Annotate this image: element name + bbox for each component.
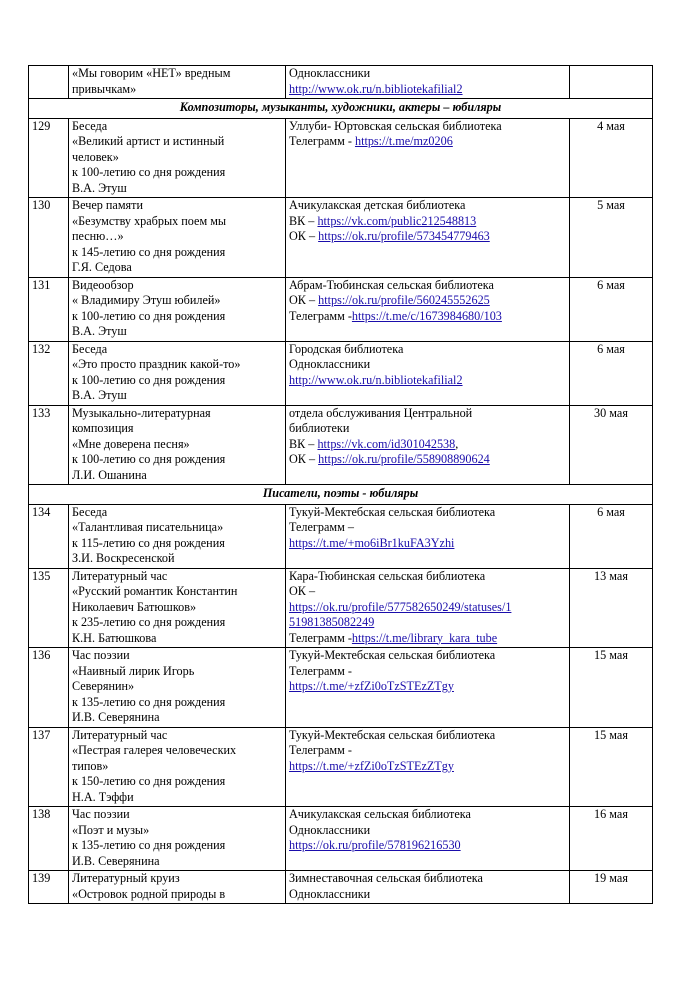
event-text-line: Литературный круиз — [72, 871, 180, 885]
venue-link[interactable]: http://www.ok.ru/n.bibliotekafilial2 — [289, 81, 463, 96]
venue-link[interactable]: https://t.me/library_kara_tube — [351, 630, 498, 645]
event-text-line: «Мы говорим «НЕТ» вредным — [72, 66, 231, 80]
venue-link[interactable]: https://ok.ru/profile/577582650249/statuses/1 — [289, 599, 512, 614]
row-number: 133 — [29, 405, 69, 485]
event-text-line: к 100-летию со дня рождения — [72, 308, 226, 323]
event-text-line: Час поэзии — [72, 807, 130, 821]
event-text-line: к 145-летию со дня рождения — [72, 244, 226, 259]
date-cell: 6 мая — [570, 341, 653, 405]
venue-line — [289, 82, 566, 98]
event-cell — [69, 341, 286, 405]
event-text-line: Северянин» — [72, 679, 135, 693]
venue-line — [289, 505, 566, 521]
venue-text: Ачикулакская детская библиотека — [289, 198, 466, 212]
venue-line — [289, 743, 566, 759]
venue-link[interactable]: https://ok.ru/profile/578196216530 — [289, 838, 461, 852]
event-text-line: «Безумству храбрых поем мы — [72, 213, 227, 228]
event-cell — [69, 568, 286, 648]
event-text-line: В.А. Этуш — [72, 388, 127, 402]
row-number: 137 — [29, 727, 69, 807]
event-text-line: привычкам» — [72, 81, 137, 96]
venue-text: Одноклассники — [289, 822, 371, 837]
event-text-line: Музыкально-литературная — [72, 405, 211, 420]
event-text-line: песню…» — [72, 229, 124, 243]
table-row — [29, 871, 653, 904]
event-cell — [69, 727, 286, 807]
venue-cell — [286, 871, 570, 904]
event-text-line: Николаевич Батюшков» — [72, 599, 197, 614]
table-row — [29, 341, 653, 405]
venue-line — [289, 631, 566, 647]
event-text-line: В.А. Этуш — [72, 180, 127, 195]
venue-line — [289, 615, 566, 631]
event-text-line: к 235-летию со дня рождения — [72, 615, 226, 629]
venue-text: ОК – — [289, 452, 319, 466]
venue-link[interactable]: https://t.me/mz0206 — [354, 134, 453, 148]
row-number: 131 — [29, 277, 69, 341]
venue-link[interactable]: https://ok.ru/profile/560245552625 — [318, 293, 490, 307]
section-title: Композиторы, музыканты, художники, актеры – юбиляры — [29, 99, 653, 119]
venue-link[interactable]: https://t.me/+mo6iBr1kuFA3Yzhi — [289, 535, 455, 550]
event-cell — [69, 871, 286, 904]
venue-text: Телеграмм - — [289, 743, 352, 757]
venue-line — [289, 838, 566, 854]
venue-line — [289, 569, 566, 585]
venue-cell — [286, 807, 570, 871]
venue-line — [289, 584, 566, 600]
venue-text: ВК – — [289, 213, 318, 228]
event-cell — [69, 504, 286, 568]
venue-link[interactable]: https://vk.com/public212548813 — [317, 213, 477, 228]
venue-line — [289, 309, 566, 325]
date-cell: 6 мая — [570, 277, 653, 341]
table-row — [29, 118, 653, 198]
date-cell: 15 мая — [570, 727, 653, 807]
event-text-line: «Мне доверена песня» — [72, 436, 190, 451]
table-row — [29, 648, 653, 728]
venue-cell — [286, 568, 570, 648]
date-cell: 4 мая — [570, 118, 653, 198]
event-text-line: «Наивный лирик Игорь — [72, 663, 195, 678]
venue-text: отдела обслуживания Центральной — [289, 405, 473, 420]
event-text-line: к 100-летию со дня рождения — [72, 165, 226, 179]
event-text-line: к 115-летию со дня рождения — [72, 535, 225, 550]
event-text-line: И.В. Северянина — [72, 710, 160, 724]
table-row — [29, 727, 653, 807]
venue-line — [289, 679, 566, 695]
venue-link[interactable]: https://vk.com/id301042538 — [317, 436, 456, 451]
section-header-row — [29, 99, 653, 119]
date-cell: 6 мая — [570, 504, 653, 568]
venue-text: Зимнеставочная сельская библиотека — [289, 871, 483, 885]
event-text-line: «Поэт и музы» — [72, 822, 150, 837]
section-title: Писатели, поэты - юбиляры — [29, 485, 653, 505]
venue-text: Телеграмм - — [289, 630, 352, 645]
event-text-line: Г.Я. Седова — [72, 260, 132, 274]
venue-line — [289, 278, 566, 294]
venue-cell — [286, 341, 570, 405]
venue-line — [289, 293, 566, 309]
venue-line — [289, 119, 566, 135]
venue-text: Телеграмм - — [289, 308, 352, 323]
event-text-line: к 100-летию со дня рождения — [72, 372, 226, 387]
event-text-line: «Талантливая писательница» — [72, 520, 224, 534]
event-text-line: Л.И. Ошанина — [72, 467, 147, 482]
event-text-line: В.А. Этуш — [72, 324, 127, 338]
event-text-line: типов» — [72, 758, 109, 773]
row-number: 138 — [29, 807, 69, 871]
events-table — [28, 65, 653, 904]
table-row — [29, 198, 653, 278]
venue-line — [289, 406, 566, 422]
event-cell — [69, 405, 286, 485]
venue-text: библиотеки — [289, 421, 350, 435]
event-text-line: к 135-летию со дня рождения — [72, 694, 226, 709]
venue-line — [289, 823, 566, 839]
venue-line — [289, 887, 566, 903]
venue-line — [289, 357, 566, 373]
event-text-line: человек» — [72, 149, 119, 164]
venue-cell — [286, 118, 570, 198]
row-number: 135 — [29, 568, 69, 648]
event-text-line: Видеообзор — [72, 277, 134, 292]
event-cell — [69, 66, 286, 99]
venue-line — [289, 134, 566, 150]
venue-text: Ачикулакская сельская библиотека — [289, 807, 471, 821]
venue-text: Телеграмм - — [289, 663, 352, 678]
venue-line — [289, 214, 566, 230]
event-text-line: к 135-летию со дня рождения — [72, 838, 226, 852]
event-cell — [69, 807, 286, 871]
event-text-line: композиция — [72, 421, 134, 435]
event-text-line: Час поэзии — [72, 648, 130, 662]
table-row — [29, 405, 653, 485]
event-text-line: « Владимиру Этуш юбилей» — [72, 293, 221, 307]
event-text-line: «Островок родной природы в — [72, 886, 226, 901]
date-cell — [570, 66, 653, 99]
venue-text: ОК – — [289, 229, 319, 243]
event-cell — [69, 118, 286, 198]
table-row — [29, 504, 653, 568]
venue-link[interactable]: https://ok.ru/profile/573454779463 — [318, 229, 490, 243]
date-cell: 19 мая — [570, 871, 653, 904]
venue-link[interactable]: https://t.me/+zfZi0oTzSTEzZTgy — [289, 758, 454, 773]
venue-cell — [286, 277, 570, 341]
row-number: 130 — [29, 198, 69, 278]
event-text-line: К.Н. Батюшкова — [72, 630, 157, 645]
table-row — [29, 277, 653, 341]
date-cell: 15 мая — [570, 648, 653, 728]
venue-text: Тукуй-Мектебская сельская библиотека — [289, 727, 496, 742]
row-number: 129 — [29, 118, 69, 198]
event-text-line: Беседа — [72, 118, 108, 133]
venue-line — [289, 229, 566, 245]
venue-text: Абрам-Тюбинская сельская библиотека — [289, 277, 494, 292]
row-number: 136 — [29, 648, 69, 728]
venue-line — [289, 66, 566, 82]
venue-cell — [286, 405, 570, 485]
venue-text: Городская библиотека — [289, 341, 404, 356]
row-number: 139 — [29, 871, 69, 904]
venue-line — [289, 520, 566, 536]
venue-line — [289, 437, 566, 453]
row-number-cell — [29, 66, 69, 99]
venue-link[interactable]: https://t.me/c/1673984680/103 — [351, 308, 502, 323]
venue-line — [289, 728, 566, 744]
row-number: 132 — [29, 341, 69, 405]
event-text-line: «Пестрая галерея человеческих — [72, 743, 237, 757]
date-cell: 30 мая — [570, 405, 653, 485]
venue-text: Телеграмм – — [289, 520, 354, 534]
venue-link[interactable]: https://t.me/+zfZi0oTzSTEzZTgy — [289, 679, 454, 693]
venue-line — [289, 421, 566, 437]
events-table-body — [29, 66, 653, 904]
event-cell — [69, 198, 286, 278]
event-text-line: Литературный час — [72, 568, 168, 583]
venue-line — [289, 759, 566, 775]
event-text-line: «Русский романтик Константин — [72, 584, 238, 598]
event-text-line: Н.А. Тэффи — [72, 789, 134, 804]
venue-text: Одноклассники — [289, 66, 371, 80]
event-text-line: Беседа — [72, 341, 108, 356]
date-cell: 16 мая — [570, 807, 653, 871]
venue-line — [289, 648, 566, 664]
venue-line — [289, 198, 566, 214]
venue-line — [289, 452, 566, 468]
venue-cell — [286, 648, 570, 728]
venue-text: Кара-Тюбинская сельская библиотека — [289, 568, 486, 583]
row-number: 134 — [29, 504, 69, 568]
date-cell: 13 мая — [570, 568, 653, 648]
venue-text: Телеграмм - — [289, 134, 355, 148]
date-cell: 5 мая — [570, 198, 653, 278]
section-header-row — [29, 485, 653, 505]
venue-text: ОК – — [289, 584, 316, 598]
event-cell — [69, 648, 286, 728]
venue-line — [289, 807, 566, 823]
event-cell — [69, 277, 286, 341]
venue-text: ВК – — [289, 436, 318, 451]
venue-text: Одноклассники — [289, 357, 371, 371]
event-text-line: Вечер памяти — [72, 198, 144, 212]
venue-link[interactable]: http://www.ok.ru/n.bibliotekafilial2 — [289, 372, 463, 387]
venue-text: Тукуй-Мектебская сельская библиотека — [289, 504, 496, 519]
table-row — [29, 66, 653, 99]
event-text-line: «Это просто праздник какой-то» — [72, 357, 241, 371]
venue-cell — [286, 504, 570, 568]
venue-cell — [286, 727, 570, 807]
venue-link[interactable]: https://ok.ru/profile/558908890624 — [318, 452, 490, 466]
event-text-line: Литературный час — [72, 727, 168, 742]
event-text-line: И.В. Северянина — [72, 853, 160, 868]
venue-line — [289, 600, 566, 616]
event-text-line: к 100-летию со дня рождения — [72, 452, 226, 466]
event-text-line: З.И. Воскресенской — [72, 551, 175, 565]
document-page — [28, 65, 652, 904]
venue-line — [289, 536, 566, 552]
event-text-line: «Великий артист и истинный — [72, 134, 225, 148]
table-row — [29, 807, 653, 871]
venue-text: Одноклассники — [289, 886, 371, 901]
venue-text: Тукуй-Мектебская сельская библиотека — [289, 648, 496, 662]
venue-line — [289, 664, 566, 680]
event-text-line: Беседа — [72, 504, 108, 519]
table-row — [29, 568, 653, 648]
venue-text: ОК – — [289, 293, 319, 307]
venue-text: Уллуби- Юртовская сельская библиотека — [289, 118, 502, 133]
event-text-line: к 150-летию со дня рождения — [72, 774, 226, 788]
venue-link[interactable]: 51981385082249 — [289, 615, 375, 629]
venue-cell — [286, 198, 570, 278]
venue-cell — [286, 66, 570, 99]
venue-line — [289, 871, 566, 887]
venue-line — [289, 373, 566, 389]
venue-text: , — [455, 436, 459, 451]
venue-line — [289, 342, 566, 358]
